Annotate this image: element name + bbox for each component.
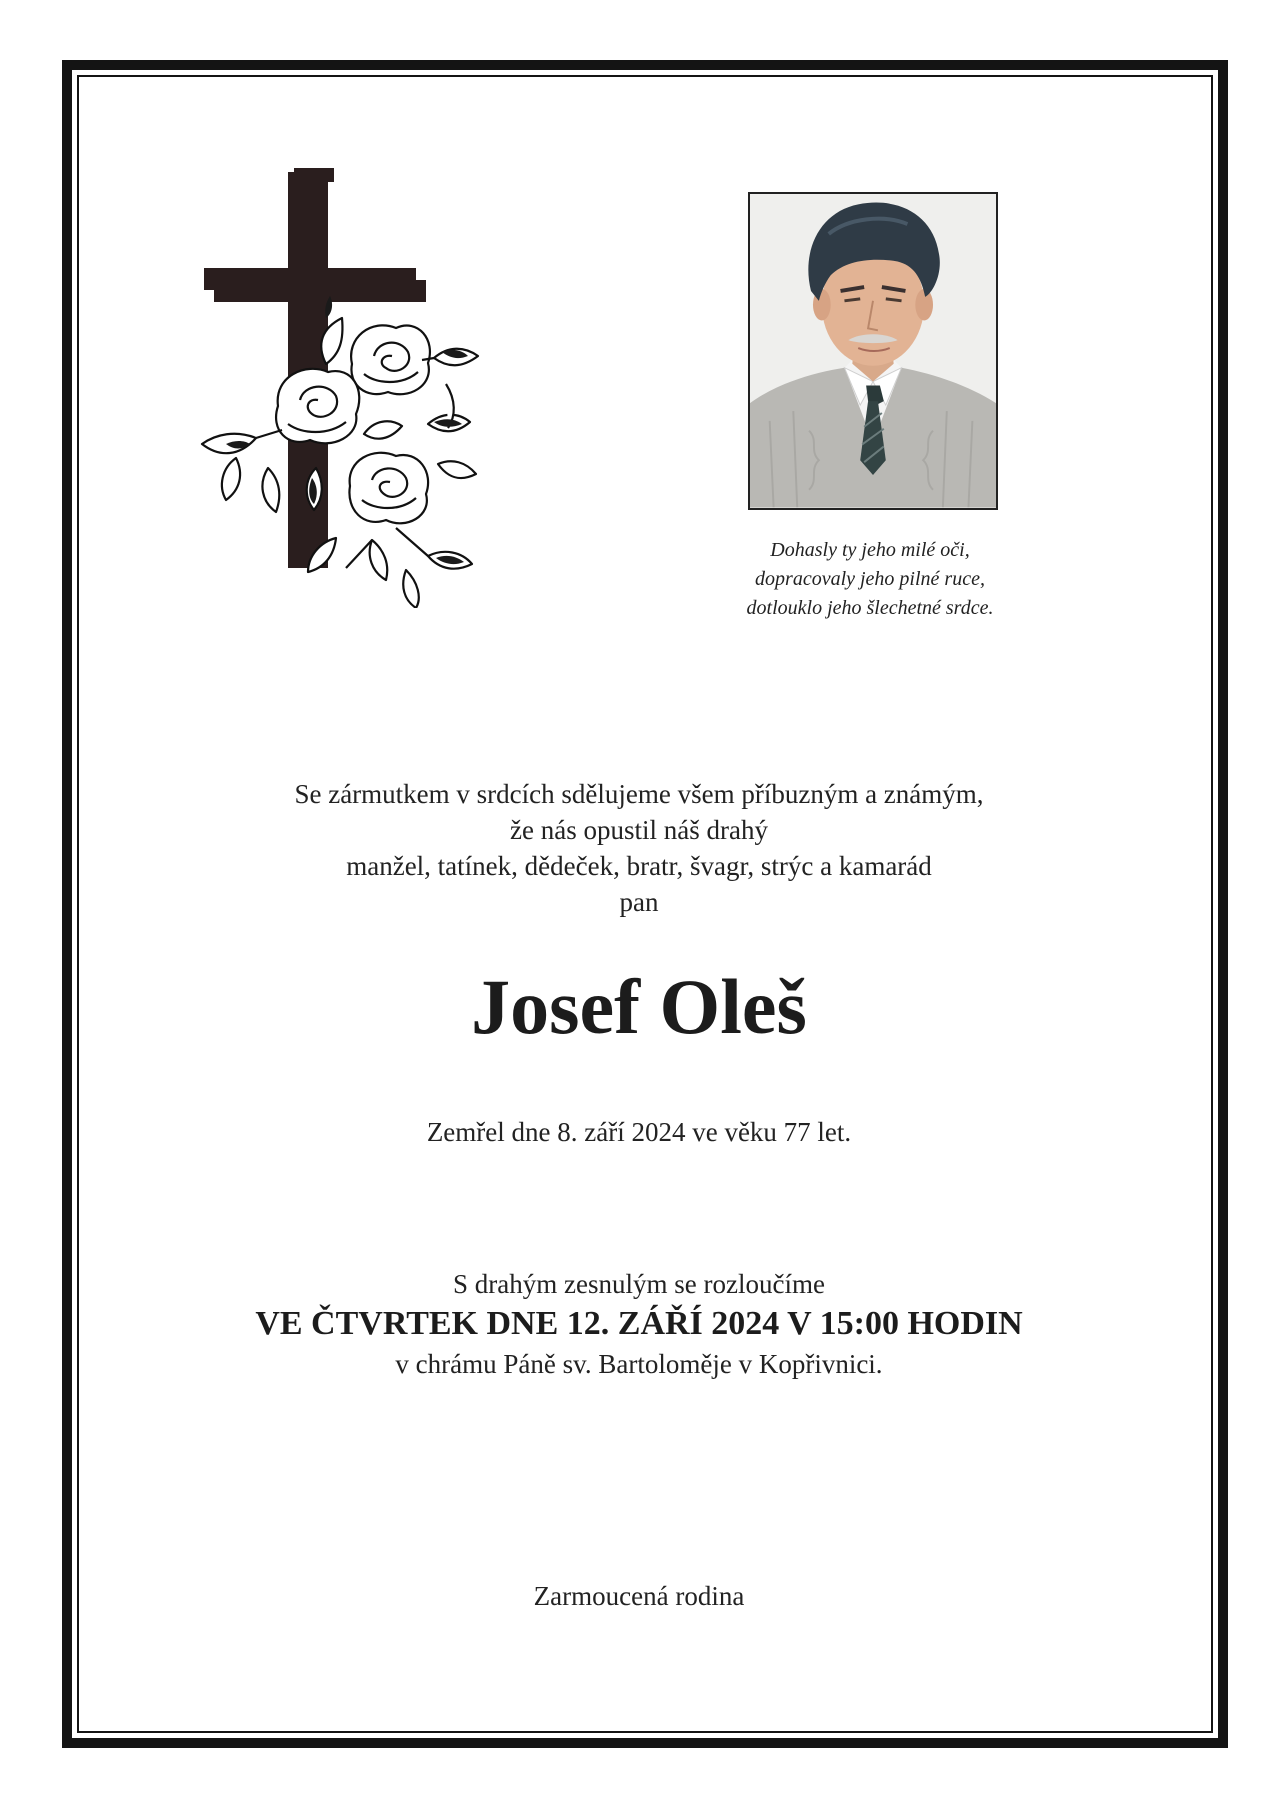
- cross-with-roses-icon: [196, 168, 496, 608]
- announcement-line: Se zármutkem v srdcích sdělujeme všem příbuzným a známým,: [294, 779, 984, 809]
- death-date-line: Zemřel dne 8. září 2024 ve věku 77 let.: [426, 1117, 852, 1147]
- memorial-quote: [690, 536, 1050, 623]
- announcement-line: pan: [619, 887, 659, 917]
- quote-line: dopracovaly jeho pilné ruce,: [755, 568, 985, 590]
- portrait-photo: [748, 192, 998, 510]
- quote-line: Dohasly ty jeho milé oči,: [770, 539, 970, 561]
- announcement-line: že nás opustil náš drahý: [510, 815, 768, 845]
- farewell-section: [160, 1266, 1118, 1382]
- announcement-line: manžel, tatínek, dědeček, bratr, švagr, strýc a kamarád: [346, 851, 932, 881]
- signature: Zarmoucená rodina: [533, 1581, 745, 1611]
- announcement-text: [160, 776, 1118, 920]
- deceased-name: Josef Oleš: [471, 963, 807, 1050]
- farewell-datetime: VE ČTVRTEK DNE 12. ZÁŘÍ 2024 V 15:00 HODIN: [255, 1305, 1023, 1342]
- farewell-location: v chrámu Páně sv. Bartoloměje v Kopřivnici.: [395, 1349, 883, 1379]
- quote-line: dotlouklo jeho šlechetné srdce.: [746, 597, 994, 619]
- farewell-intro: S drahým zesnulým se rozloučíme: [453, 1269, 825, 1299]
